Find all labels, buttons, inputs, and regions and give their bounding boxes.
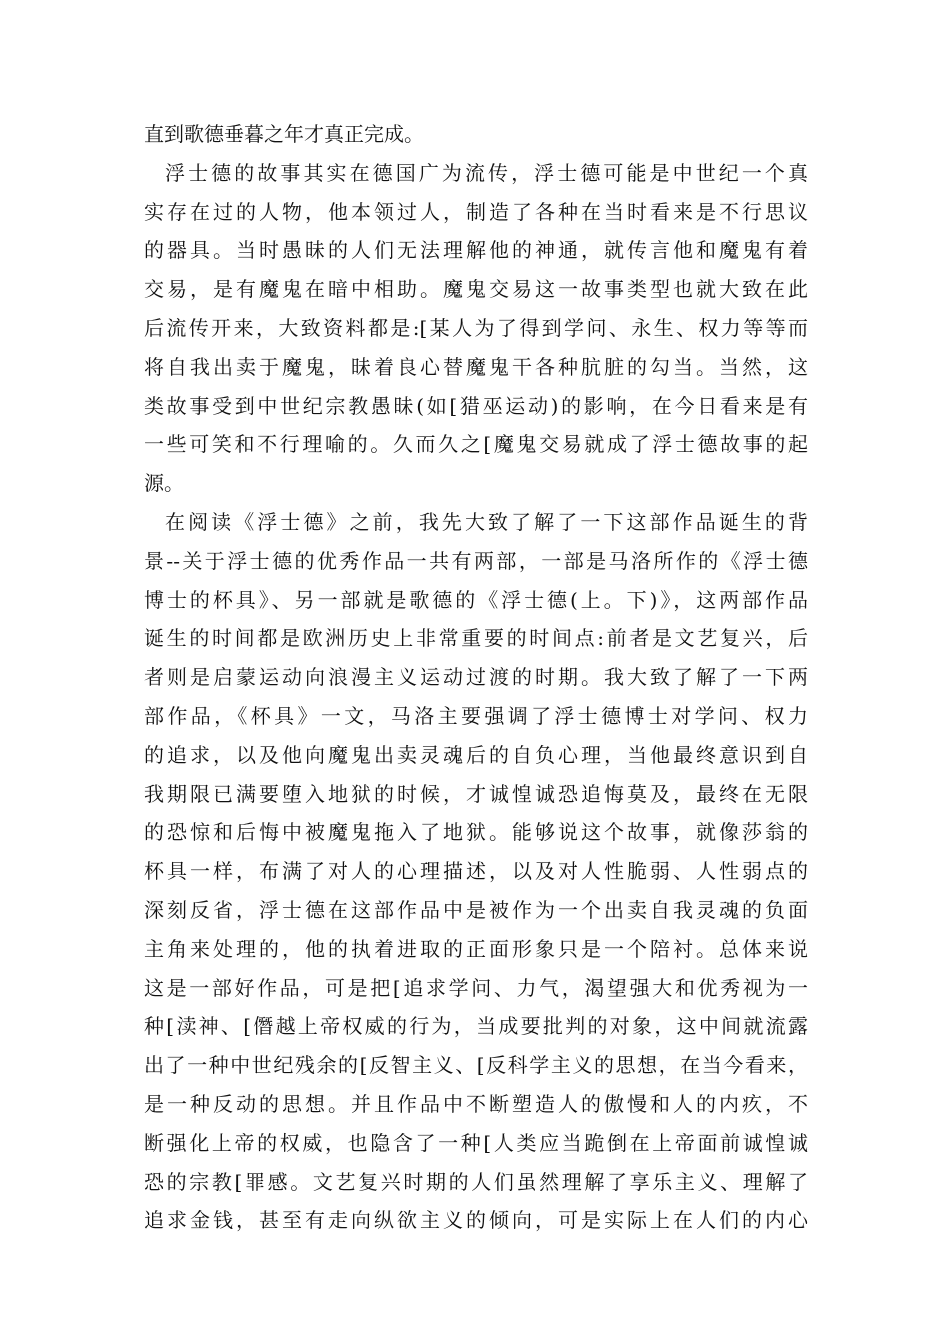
- paragraph-3-line: 种[渎神、[僭越上帝权威的行为，当成要批判的对象，这中间就流露: [144, 1014, 808, 1039]
- paragraph-3-line: 恐的宗教[罪感。文艺复兴时期的人们虽然理解了享乐主义、理解了: [144, 1169, 808, 1194]
- paragraph-3-line: 在阅读《浮士德》之前，我先大致了解了一下这部作品诞生的背: [165, 509, 808, 534]
- paragraph-3-line: 追求金钱，甚至有走向纵欲主义的倾向，可是实际上在人们的内心: [144, 1208, 808, 1233]
- paragraph-2-line: 浮士德的故事其实在德国广为流传，浮士德可能是中世纪一个真: [165, 160, 808, 185]
- paragraph-2-line: 类故事受到中世纪宗教愚昧(如[猎巫运动)的影响，在今日看来是有: [144, 393, 808, 418]
- paragraph-3-line: 出了一种中世纪残余的[反智主义、[反科学主义的思想，在当今看来，: [144, 1053, 808, 1078]
- paragraph-3-line: 杯具一样，布满了对人的心理描述，以及对人性脆弱、人性弱点的: [144, 859, 808, 884]
- paragraph-2-line: 的器具。当时愚昧的人们无法理解他的神通，就传言他和魔鬼有着: [144, 238, 808, 263]
- paragraph-3-line: 我期限已满要堕入地狱的时候，才诚惶诚恐追悔莫及，最终在无限: [144, 781, 808, 806]
- paragraph-1-line: 直到歌德垂暮之年才真正完成。: [144, 122, 424, 146]
- paragraph-3-line: 诞生的时间都是欧洲历史上非常重要的时间点:前者是文艺复兴，后: [144, 626, 808, 651]
- paragraph-3-line: 主角来处理的，他的执着进取的正面形象只是一个陪衬。总体来说: [144, 936, 808, 961]
- paragraph-3-line: 博士的杯具》、另一部就是歌德的《浮士德(上。下)》，这两部作品: [144, 587, 808, 612]
- paragraph-2-line: 将自我出卖于魔鬼，昧着良心替魔鬼干各种肮脏的勾当。当然，这: [144, 354, 808, 379]
- paragraph-3-line: 部作品，《杯具》一文，马洛主要强调了浮士德博士对学问、权力: [144, 703, 808, 728]
- paragraph-2-line: 源。: [144, 471, 184, 496]
- paragraph-2-line: 后流传开来，大致资料都是:[某人为了得到学问、永生、权力等等而: [144, 315, 808, 340]
- paragraph-3-line: 景--关于浮士德的优秀作品一共有两部，一部是马洛所作的《浮士德: [144, 548, 808, 573]
- paragraph-3-line: 这是一部好作品，可是把[追求学问、力气，渴望强大和优秀视为一: [144, 975, 808, 1000]
- document-body: [144, 115, 808, 1240]
- paragraph-3-line: 的追求，以及他向魔鬼出卖灵魂后的自负心理，当他最终意识到自: [144, 742, 808, 767]
- paragraph-3-line: 者则是启蒙运动向浪漫主义运动过渡的时期。我大致了解了一下两: [144, 665, 808, 690]
- paragraph-3-line: 深刻反省，浮士德在这部作品中是被作为一个出卖自我灵魂的负面: [144, 897, 808, 922]
- paragraph-2-line: 实存在过的人物，他本领过人，制造了各种在当时看来是不行思议: [144, 199, 808, 224]
- paragraph-3-line: 断强化上帝的权威，也隐含了一种[人类应当跪倒在上帝面前诚惶诚: [144, 1130, 808, 1155]
- paragraph-3-line: 的恐惊和后悔中被魔鬼拖入了地狱。能够说这个故事，就像莎翁的: [144, 820, 808, 845]
- paragraph-2-line: 交易，是有魔鬼在暗中相助。魔鬼交易这一故事类型也就大致在此: [144, 277, 808, 302]
- paragraph-2-line: 一些可笑和不行理喻的。久而久之[魔鬼交易就成了浮士德故事的起: [144, 432, 808, 457]
- paragraph-3-line: 是一种反动的思想。并且作品中不断塑造人的傲慢和人的内疚，不: [144, 1091, 808, 1116]
